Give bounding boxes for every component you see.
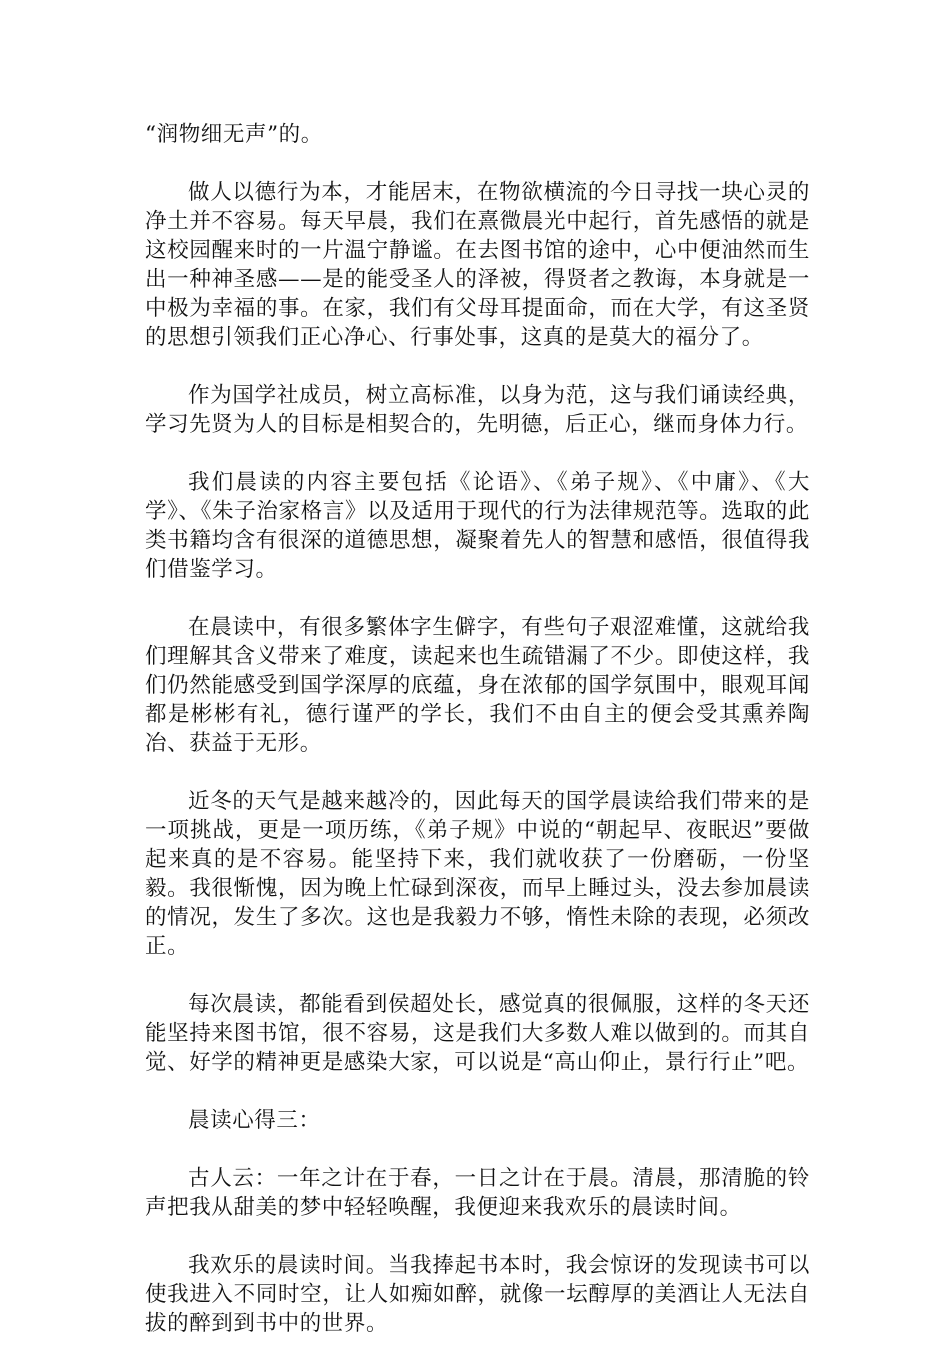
paragraph: 做人以德行为本，才能居末，在物欲横流的今日寻找一块心灵的净土并不容易。每天早晨，我们在熹微晨光中起行，首先感悟的就是这校园醒来时的一片温宁静谧。在去图书馆的途中，心中便油然而生出一种神圣感——是的能受圣人的泽被，得贤者之教诲，本身就是一中极为幸福的事。在家，我们有父母耳提面命，而在大学，有这圣贤的思想引领我们正心净心、行事处事，这真的是莫大的福分了。 (145, 180, 810, 350)
document-page (145, 120, 810, 1367)
paragraph: 在晨读中，有很多繁体字生僻字，有些句子艰涩难懂，这就给我们理解其含义带来了难度，读起来也生疏错漏了不少。即使这样，我们仍然能感受到国学深厚的底蕴，身在浓郁的国学氛围中，眼观耳闻都是彬彬有礼，德行谨严的学长，我们不由自主的便会受其熏养陶冶、获益于无形。 (145, 615, 810, 756)
paragraph: 古人云：一年之计在于春，一日之计在于晨。清晨，那清脆的铃声把我从甜美的梦中轻轻唤醒，我便迎来我欢乐的晨读时间。 (145, 1166, 810, 1220)
paragraph: 作为国学社成员，树立高标准，以身为范，这与我们诵读经典，学习先贤为人的目标是相契合的，先明德，后正心，继而身体力行。 (145, 383, 810, 437)
paragraph: 每次晨读，都能看到侯超处长，感觉真的很佩服，这样的冬天还能坚持来图书馆，很不容易，这是我们大多数人难以做到的。而其自觉、好学的精神更是感染大家，可以说是“高山仰止，景行行止”吧。 (145, 992, 810, 1075)
paragraph: 近冬的天气是越来越冷的，因此每天的国学晨读给我们带来的是一项挑战，更是一项历练，《弟子规》中说的“朝起早、夜眠迟”要做起来真的是不容易。能坚持下来，我们就收获了一份磨砺，一份坚毅。我很惭愧，因为晚上忙碌到深夜，而早上睡过头，没去参加晨读的情况，发生了多次。这也是我毅力不够，惰性未除的表现，必须改正。 (145, 789, 810, 959)
paragraph: 我欢乐的晨读时间。当我捧起书本时，我会惊讶的发现读书可以使我进入不同时空，让人如痴如醉，就像一坛醇厚的美酒让人无法自拔的醉到到书中的世界。 (145, 1253, 810, 1336)
section-heading: 晨读心得三： (188, 1108, 321, 1133)
paragraph: “润物细无声”的。 (145, 122, 323, 147)
paragraph: 我们晨读的内容主要包括《论语》、《弟子规》、《中庸》、《大学》、《朱子治家格言》以及适用于现代的行为法律规范等。选取的此类书籍均含有很深的道德思想，凝聚着先人的智慧和感悟，很值得我们借鉴学习。 (145, 470, 810, 582)
